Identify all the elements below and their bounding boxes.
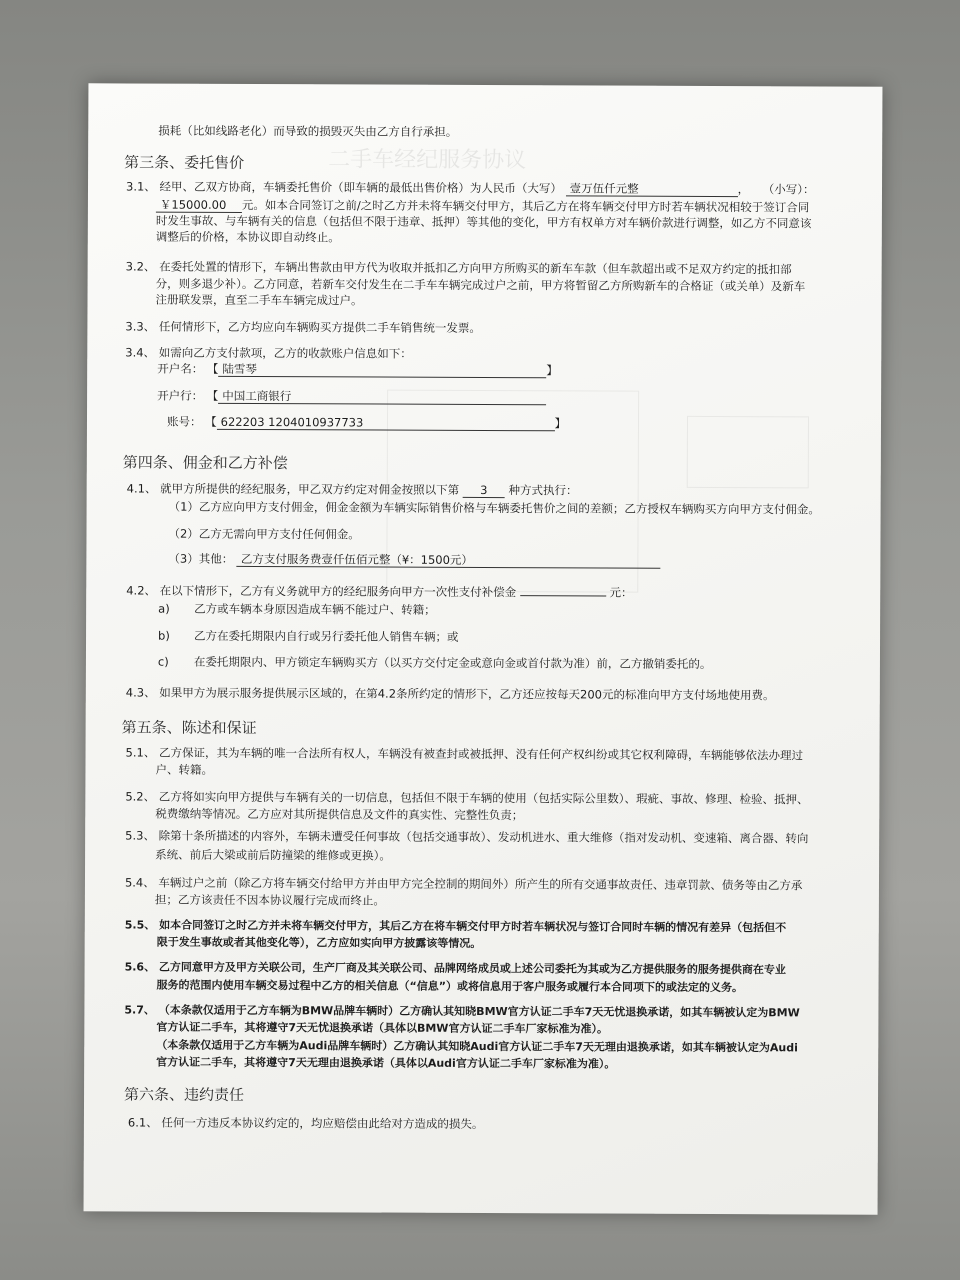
contract-page <box>84 83 883 1214</box>
clause-5-3-line-2: 系统、前后大梁或前后防撞梁的维修或更换）。 <box>155 847 391 863</box>
clause-5-3-line-1: 5.3、 除第十条所描述的内容外，车辆未遭受任何事故（包括交通事故）、发动机进水、重大维修（指对发动机、变速箱、离合器、转向 <box>125 828 809 846</box>
clause-5-4-line-1: 5.4、 车辆过户之前（除乙方将车辆交付给甲方并由甲方完全控制的期间外）所产生的所有交通事故责任、违章罚款、债务等由乙方承 <box>124 875 803 893</box>
commission-option-1: （1）乙方应向甲方支付佣金，佣金金额为车辆实际销售价格与车辆委托售价之间的差额；乙方授权车辆购买方向甲方支付佣金。 <box>168 499 820 517</box>
account-number-row: 账号： 【 622203 1204010937733 】 <box>166 414 567 431</box>
commission-other-field: 乙方支付服务费壹仟伍佰元整（¥：1500元） <box>237 552 661 569</box>
clause-5-7-line-2: 官方认证二手车，其将遵守7天无忧退换承诺（具体以BMW官方认证二手车厂家标准为准）。 <box>156 1020 608 1036</box>
clause-5-5-line-1: 5.5、 如本合同签订之时乙方并未将车辆交付甲方，其后乙方在将车辆交付甲方时若车辆状况与签订合同时车辆的情况有差异（包括但不 <box>124 918 787 935</box>
commission-option-2: （2）乙方无需向甲方支付任何佣金。 <box>168 526 360 542</box>
account-number-field: 622203 1204010937733 <box>217 415 555 431</box>
clause-4-3: 4.3、 如果甲方为展示服务提供展示区域的，在第4.2条所约定的情形下，乙方还应按每天200元的标准向甲方支付场地使用费。 <box>125 685 775 703</box>
clause-5-1-line-1: 5.1、 乙方保证，其为车辆的唯一合法所有权人，车辆没有被查封或被抵押、没有任何产权纠纷或其它权利障碍，车辆能够依法办理过 <box>125 745 804 763</box>
commission-option-field: 3 <box>463 483 505 498</box>
price-in-figures-field: ￥15000.00 <box>156 198 242 213</box>
clause-5-4-line-2: 担；乙方该责任不因本协议履行完成而终止。 <box>154 892 385 908</box>
clause-5-6-line-1: 5.6、 乙方同意甲方及甲方关联公司，生产厂商及其关联公司、品牌网络成员或上述公司委托为其或为乙方提供服务的服务提供商在专业 <box>124 960 786 977</box>
clause-3-1-line-3: 时发生事故、与车辆有关的信息（包括但不限于违章、抵押）等其他的变化，甲方有权单方对车辆价款进行调整，如乙方不同意该 <box>155 213 812 231</box>
clause-6-1: 6.1、 任何一方违反本协议约定的，均应赔偿由此给对方造成的损失。 <box>127 1115 484 1132</box>
clause-4-2-a: a) 乙方或车辆本身原因造成车辆不能过户、转籍； <box>158 601 436 617</box>
carryover-text: 损耗（比如线路老化）而导致的损毁灭失由乙方自行承担。 <box>158 123 458 139</box>
compensation-amount-field <box>520 595 606 596</box>
commission-option-3: （3）其他： 乙方支付服务费壹仟伍佰元整（¥：1500元） <box>168 552 661 569</box>
bleed-through-table-cell <box>687 416 809 489</box>
clause-5-2-line-2: 税费缴纳等情况。乙方应对其所提供信息及文件的真实性、完整性负责； <box>155 806 524 823</box>
account-name-row: 开户名： 【 陆雪琴 】 <box>157 361 558 378</box>
clause-5-7-line-4: 官方认证二手车，其将遵守7天无理由退换承诺（具体以Audi官方认证二手车厂家标准为准）。 <box>156 1055 616 1071</box>
clause-5-5-line-2: 限于发生事故或者其他变化等），乙方应如实向甲方披露该等情况。 <box>156 935 482 950</box>
clause-3-1-line-4: 调整后的价格，本协议即自动终止。 <box>155 229 340 245</box>
account-bank-row: 开户行： 【 中国工商银行 <box>157 389 546 406</box>
clause-4-2-b: b) 乙方在委托期限内自行或另行委托他人销售车辆；或 <box>158 628 459 644</box>
clause-3-1-line-2: ￥15000.00 元。如本合同签订之前/之时乙方并未将车辆交付甲方，其后乙方在将车辆交付甲方时若车辆状况相较于签订合同 <box>156 198 809 216</box>
clause-3-1-line-1: 3.1、 经甲、乙双方协商，车辆委托售价（即车辆的最低出售价格）为人民币（大写） 壹万伍仟元整 ， （小写）： <box>125 179 815 197</box>
clause-4-2-c: c) 在委托期限内、甲方锁定车辆购买方（以买方交付定金或意向金或首付款为准）前，乙方撤销委托的。 <box>157 654 712 671</box>
clause-5-6-line-2: 服务的范围内使用车辆交易过程中乙方的相关信息（“信息”）或将信息用于客户服务或履行本合同项下的或法定的义务。 <box>156 978 744 995</box>
section-4-heading: 第四条、佣金和乙方补偿 <box>122 453 288 473</box>
bleed-through-title: 二手车经纪服务协议 <box>328 147 527 174</box>
clause-3-2-line-1: 3.2、 在委托处置的情形下，车辆出售款由甲方代为收取并抵扣乙方向甲方所购买的新车车款（但车款超出或不足双方约定的抵扣部 <box>125 259 792 277</box>
section-5-heading: 第五条、陈述和保证 <box>121 718 257 738</box>
clause-4-1: 4.1、 就甲方所提供的经纪服务，甲乙双方约定对佣金按照以下第 3 种方式执行： <box>126 481 578 498</box>
account-name-field: 陆雪琴 <box>218 362 546 378</box>
clause-5-1-line-2: 户、转籍。 <box>155 762 214 777</box>
clause-5-7-line-3: （本条款仅适用于乙方车辆为Audi品牌车辆时）乙方确认其知晓Audi官方认证二手车7天无理由退换承诺，如其车辆被认定为Audi <box>156 1038 798 1055</box>
clause-4-2: 4.2、 在以下情形下，乙方有义务就甲方的经纪服务向甲方一次性支付补偿金 元： <box>126 583 633 600</box>
section-6-heading: 第六条、违约责任 <box>124 1085 245 1104</box>
price-in-words-field: 壹万伍仟元整 <box>566 181 738 197</box>
clause-3-2-line-2: 分，则多退少补）。乙方同意，若新车交付发生在二手车车辆完成过户之前，甲方将暂留乙方所购新车的合格证（或关单）及新车 <box>155 276 806 294</box>
clause-3-4: 3.4、 如需向乙方支付款项，乙方的收款账户信息如下： <box>125 345 412 361</box>
clause-5-7-line-1: 5.7、 （本条款仅适用于乙方车辆为BMW品牌车辆时）乙方确认其知晓BMW官方认证二手车7天无忧退换承诺，如其车辆被认定为BMW <box>124 1003 800 1020</box>
account-bank-field: 中国工商银行 <box>218 389 546 405</box>
clause-3-3: 3.3、 任何情形下，乙方均应向车辆购买方提供二手车销售统一发票。 <box>125 319 481 335</box>
section-3-heading: 第三条、委托售价 <box>124 153 245 172</box>
clause-3-2-line-3: 注册联发票，直至二手车车辆完成过户。 <box>155 292 363 308</box>
clause-5-2-line-1: 5.2、 乙方将如实向甲方提供与车辆有关的一切信息，包括但不限于车辆的使用（包括实际公里数）、瑕疵、事故、修理、检验、抵押、 <box>125 789 809 807</box>
